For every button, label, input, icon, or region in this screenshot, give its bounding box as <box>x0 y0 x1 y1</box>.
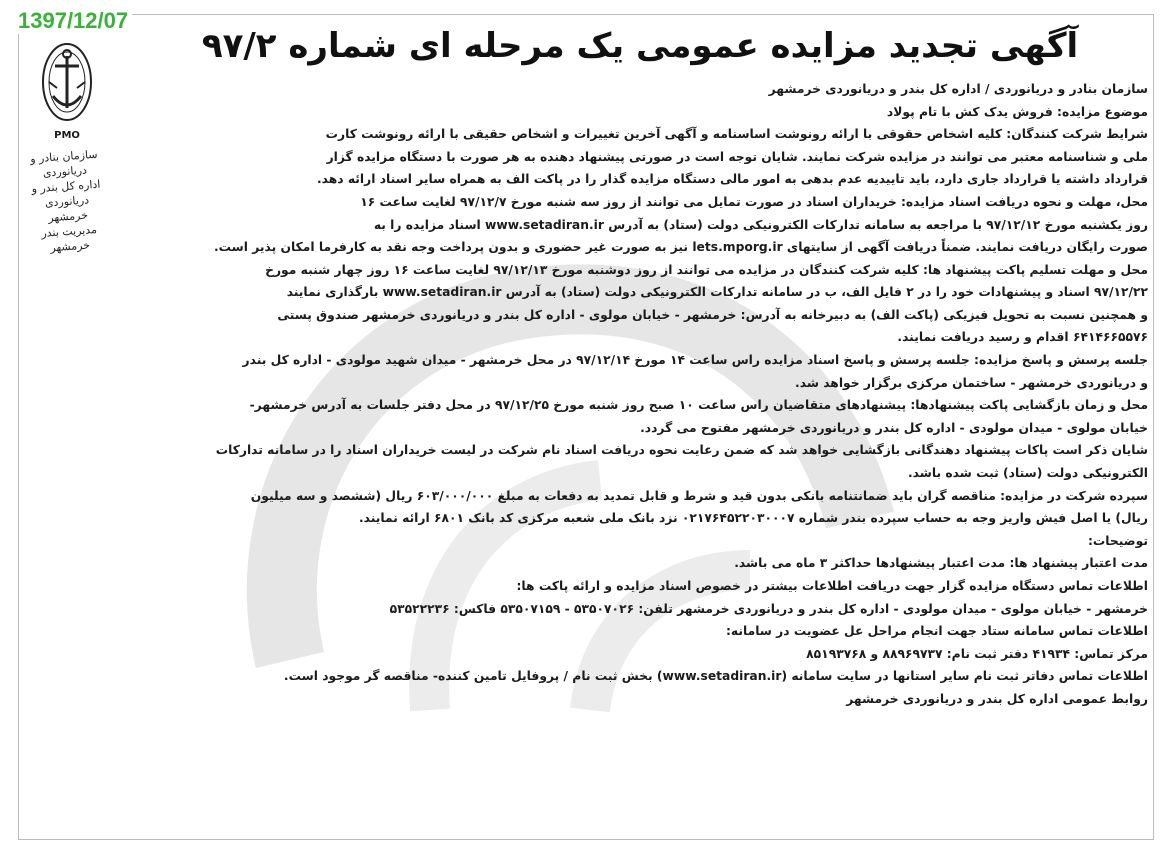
anchor-emblem-icon <box>39 42 95 128</box>
notice-line: توضیحات: <box>1088 533 1148 548</box>
notice-line: موضوع مزایده: فروش یدک کش با تام پولاد <box>886 104 1148 119</box>
notice-line: و همچنین نسبت به تحویل فیزیکی (پاکت الف) به دبیرخانه به آدرس: خرمشهر - خیابان مولوی - اداره کل بندر و دریانوردی خرمشهر صندوق پستی <box>277 307 1148 322</box>
notice-title: آگهی تجدید مزایده عمومی یک مرحله ای شماره ۹۷/۲ <box>201 26 1079 66</box>
notice-line: محل و مهلت تسلیم پاکت پیشنهاد ها: کلیه شرکت کنندگان در مزایده می توانند از روز دوشنبه مورخ ۹۷/۱۲/۱۳ لغایت ساعت ۱۶ روز چهار شنبه مورخ <box>265 262 1148 277</box>
logo-abbreviation: PMO <box>54 130 80 141</box>
notice-line: ریال) یا اصل فیش واریز وجه به حساب سپرده بندر شماره ۰۲۱۷۶۴۵۲۲۰۳۰۰۰۷ نزد بانک ملی شعبه مرکزی کد بانک ۶۸۰۱ ارائه نمایند. <box>358 511 1148 526</box>
notice-line: ۶۴۱۴۶۶۵۵۷۶ اقدام و رسید دریافت نمایند. <box>897 330 1148 345</box>
notice-line: قرارداد داشته یا قرارداد جاری دارد، باید تاییدیه عدم بدهی به امور مالی دستگاه مزایده گذار را در پاکت الف به همراه سایر اسناد ارائه دهد. <box>316 172 1148 187</box>
notice-line: مرکز تماس: ۴۱۹۳۴ دفتر ثبت نام: ۸۸۹۶۹۷۳۷ و ۸۵۱۹۳۷۶۸ <box>806 646 1148 661</box>
notice-line: صورت رایگان دریافت نمایند. ضمناً دریافت آگهی از سایتهای lets.mporg.ir نیز به صورت غیر حضوری و بدون پرداخت وجه نقد به کارفرما امکان پذیر است. <box>213 240 1148 254</box>
date-stamp: 1397/12/07 <box>14 8 132 34</box>
notice-line: سپرده شرکت در مزایده: مناقصه گران باید ضمانتنامه بانکی بدون قید و شرط و قابل تمدید به دفعات به مبلغ ۶۰۳/۰۰۰/۰۰۰ ریال (ششصد و سه میلیون <box>250 488 1148 503</box>
notice-line: خیابان مولوی - میدان مولودی - اداره کل بندر و دریانوردی خرمشهر مفتوح می گردد. <box>640 420 1148 435</box>
notice-line: ملی و شناسنامه معتبر می توانند در مزایده شرکت نمایند. شایان توجه است در صورتی پیشنهاد دهنده به هر صورت با دستگاه مزایده گزار <box>326 149 1148 164</box>
notice-line: خرمشهر - خیابان مولوی - میدان مولودی - اداره کل بندر و دریانوردی خرمشهر تلفن: ۵۳۵۰۷۰۲۶ - ۵۳۵۰۷۱۵۹ فاکس: ۵۳۵۲۲۲۳۶ <box>389 601 1148 616</box>
notice-line: ۹۷/۱۲/۲۲ اسناد و پیشنهادات خود را در ۲ فایل الف، ب در سامانه تدارکات الکترونیکی دولت (ستاد) به آدرس www.setadiran.ir بارگذاری نمایند <box>286 285 1148 300</box>
notice-body-wide <box>18 236 1148 710</box>
logo-caption-line: اداره کل بندر و دریانوردی خرمشهر <box>31 177 101 225</box>
notice-line: اطلاعات تماس دستگاه مزایده گزار جهت دریافت اطلاعات بیشتر در خصوص اسناد مزایده و ارائه پاکت ها: <box>516 578 1148 593</box>
notice-line: الکترونیکی دولت (ستاد) ثبت شده باشد. <box>907 465 1148 480</box>
logo-caption-line: سازمان بنادر و دریانوردی <box>29 147 98 180</box>
notice-line: شرایط شرکت کنندگان: کلیه اشخاص حقوقی با ارائه رونوشت اساسنامه و آگهی آخرین تغییرات و اشخاص حقیقی با ارائه رونوشت کارت <box>325 127 1148 142</box>
notice-line: اطلاعات تماس دفاتر ثبت نام سایر استانها در سایت سامانه (www.setadiran.ir) بخش ثبت نام / پروفایل تامین کننده- مناقصه گر موجود است. <box>283 669 1148 684</box>
notice-line: روز یکشنبه مورخ ۹۷/۱۲/۱۲ با مراجعه به سامانه تدارکات الکترونیکی دولت (ستاد) به آدرس www.setadiran.ir اسناد مزایده را به <box>373 217 1148 232</box>
notice-line: شایان ذکر است پاکات پیشنهاد دهندگانی بازگشایی خواهد شد که ضمن رعایت نحوه دریافت اسناد نام شرکت در لیست خریداران اسناد را در سامانه تدارکات <box>215 443 1148 458</box>
notice-line: مدت اعتبار پیشنهاد ها: مدت اعتبار پیشنهادها حداکثر ۳ ماه می باشد. <box>734 556 1148 571</box>
notice-line: جلسه پرسش و پاسخ مزایده: جلسه پرسش و پاسخ اسناد مزایده راس ساعت ۱۴ مورخ ۹۷/۱۲/۱۴ در محل خرمشهر - میدان شهید مولودی - اداره کل بندر <box>242 352 1148 367</box>
notice-line: سازمان بنادر و دریانوردی / اداره کل بندر و دریانوردی خرمشهر <box>768 82 1148 96</box>
notice-line: اطلاعات تماس سامانه ستاد جهت انجام مراحل عل عضویت در سامانه: <box>725 624 1148 639</box>
logo-caption-line: مدیریت بندر خرمشهر <box>40 223 98 255</box>
notice-signature: روابط عمومی اداره کل بندر و دریانوردی خرمشهر <box>846 691 1148 706</box>
notice-line: و دریانوردی خرمشهر - ساختمان مرکزی برگزار خواهد شد. <box>795 375 1148 390</box>
notice-line: محل، مهلت و نحوه دریافت اسناد مزایده: خریداران اسناد در صورت تمایل می توانند از روز سه شنبه مورخ ۹۷/۱۲/۷ لغایت ساعت ۱۶ <box>360 194 1148 209</box>
organization-logo <box>26 42 108 255</box>
notice-body <box>128 78 1148 236</box>
notice-line: محل و زمان بازگشایی پاکت پیشنهادها: پیشنهادهای متقاضیان راس ساعت ۱۰ صبح روز شنبه مورخ ۹۷/۱۲/۲۵ در محل دفتر جلسات به آدرس خرمشهر- <box>249 398 1148 413</box>
